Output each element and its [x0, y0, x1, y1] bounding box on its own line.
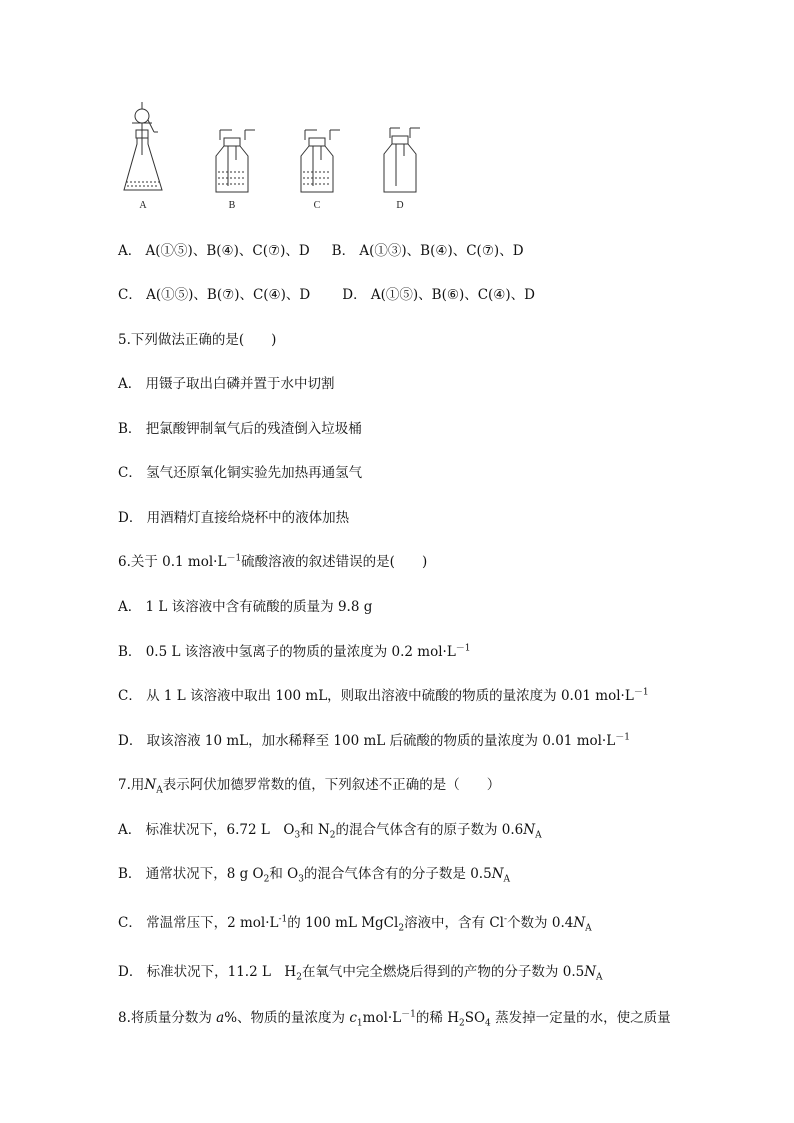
q6-stem-text-2: 硫酸溶液的叙述错误的是( ): [241, 554, 428, 570]
q8-text-6: 蒸发掉一定量的水，使之质量: [490, 1010, 671, 1026]
q8-text-5: SO: [464, 1010, 486, 1026]
q7-b-sub-1: 2: [263, 874, 270, 885]
q8-sub-1: 2: [458, 1018, 465, 1029]
q5-option-c: C． 氢气还原氧化铜实验先加热再通氢气: [118, 465, 363, 481]
empty-collection-bottle-d: [384, 128, 420, 192]
q7-b-text-1: B． 通常状况下，8 g O: [118, 866, 264, 882]
conical-flask-with-funnel: [124, 102, 162, 190]
q7-a-n-sub: A: [535, 830, 542, 841]
q7-c-sub: 2: [398, 923, 405, 934]
q4-option-b: B． A(①③)、B(④)、C(⑦)、D: [331, 243, 524, 259]
q7-a-text-1: A． 标准状况下，6.72 L O: [118, 822, 295, 838]
q7-option-d: [118, 962, 603, 982]
q7-a-n: N: [523, 822, 536, 838]
q4-option-d: D． A(①⑤)、B(⑥)、C(④)、D: [342, 287, 535, 303]
q7-c-n-sub: A: [585, 923, 592, 934]
q8-stem: [118, 1008, 671, 1028]
q7-stem-n: N: [144, 777, 157, 793]
q5-option-b: B． 把氯酸钾制氧气后的残渣倒入垃圾桶: [118, 421, 362, 437]
apparatus-figure: [110, 100, 430, 215]
q8-var-c: c: [349, 1010, 357, 1026]
q7-stem-text-2: 表示阿伏加德罗常数的值，下列叙述不正确的是（ ）: [162, 777, 501, 793]
q7-c-text-1: C． 常温常压下，2 mol·L: [118, 915, 279, 931]
q8-var-c-sub: 1: [356, 1018, 363, 1029]
gas-washing-bottle-c: [301, 130, 340, 192]
apparatus-label-a: A: [139, 200, 147, 211]
q5-option-d: D． 用酒精灯直接给烧杯中的液体加热: [118, 510, 350, 526]
q6-option-b-sup: －1: [455, 643, 471, 654]
gas-washing-bottle-b: [216, 130, 255, 192]
q8-text-1: 8.将质量分数为: [118, 1010, 217, 1026]
q7-d-n-sub: A: [596, 972, 603, 983]
q4-option-c: C． A(①⑤)、B(⑦)、C(④)、D: [118, 287, 311, 303]
q6-stem: [118, 552, 427, 572]
q7-c-sup: -1: [278, 914, 288, 925]
q7-d-text-1: D． 标准状况下，11.2 L H: [118, 964, 297, 980]
q7-c-text-2: 的 100 mL MgCl: [287, 915, 399, 931]
apparatus-label-d: D: [396, 200, 404, 211]
q4-option-a: A． A(①⑤)、B(④)、C(⑦)、D: [118, 243, 310, 259]
q7-option-a: [118, 820, 542, 840]
q7-stem-n-sub: A: [156, 785, 163, 796]
q7-a-sub-1: 3: [294, 830, 301, 841]
q7-stem: [118, 775, 500, 795]
apparatus-label-b: B: [228, 200, 236, 211]
q4-options-row-2: [118, 285, 535, 305]
q7-c-sup-2: -: [504, 914, 508, 925]
q5-option-a: A． 用镊子取出白磷并置于水中切割: [118, 376, 335, 392]
q7-a-sub-2: 2: [329, 830, 336, 841]
q4-options-row-1: [118, 241, 524, 261]
q7-b-n: N: [491, 866, 504, 882]
q6-option-a: A． 1 L 该溶液中含有硫酸的质量为 9.8 g: [118, 599, 373, 615]
q6-stem-sup: －1: [226, 553, 242, 564]
q8-text-4: 的稀 H: [415, 1010, 459, 1026]
q5-stem: 5.下列做法正确的是( ): [118, 332, 277, 348]
q6-option-d: [118, 731, 630, 751]
apparatus-label-c: C: [313, 200, 321, 211]
q8-text-2: %、物质的量浓度为: [224, 1010, 350, 1026]
q6-option-c-text: C． 从 1 L 该溶液中取出 100 mL，则取出溶液中硫酸的物质的量浓度为 0.01 mol·L: [118, 688, 634, 704]
q8-text-3: mol·L: [362, 1010, 402, 1026]
q6-option-b: [118, 642, 471, 662]
q7-b-text-2: 和 O: [269, 866, 299, 882]
q8-var-a: a: [216, 1010, 225, 1026]
q6-option-d-sup: －1: [615, 732, 630, 743]
q7-b-text-3: 的混合气体含有的分子数是 0.5: [303, 866, 492, 882]
q7-d-sub: 2: [296, 972, 302, 983]
q7-option-b: [118, 864, 510, 884]
q7-a-text-3: 的混合气体含有的原子数为 0.6: [335, 822, 524, 838]
q6-option-c: [118, 686, 649, 706]
q7-c-text-4: 个数为 0.4: [507, 915, 574, 931]
q6-stem-text: 6.关于 0.1 mol·L: [118, 554, 227, 570]
q7-a-text-2: 和 N: [300, 822, 330, 838]
q7-d-n: N: [584, 964, 597, 980]
q7-c-text-3: 溶液中，含有 Cl: [404, 915, 505, 931]
q7-option-c: [118, 913, 592, 933]
q7-d-text-2: 在氧气中完全燃烧后得到的产物的分子数为 0.5: [301, 964, 585, 980]
q7-stem-text: 7.用: [118, 777, 145, 793]
q6-option-b-text: B． 0.5 L 该溶液中氢离子的物质的量浓度为 0.2 mol·L: [118, 644, 456, 660]
q7-c-n: N: [573, 915, 586, 931]
q8-sup: －1: [401, 1009, 416, 1020]
q7-b-sub-2: 3: [298, 874, 304, 885]
q6-option-c-sup: －1: [633, 687, 649, 698]
q8-sub-2: 4: [485, 1018, 491, 1029]
q7-b-n-sub: A: [503, 874, 510, 885]
q6-option-d-text: D． 取该溶液 10 mL，加水稀释至 100 mL 后硫酸的物质的量浓度为 0.01 mol·L: [118, 733, 616, 749]
